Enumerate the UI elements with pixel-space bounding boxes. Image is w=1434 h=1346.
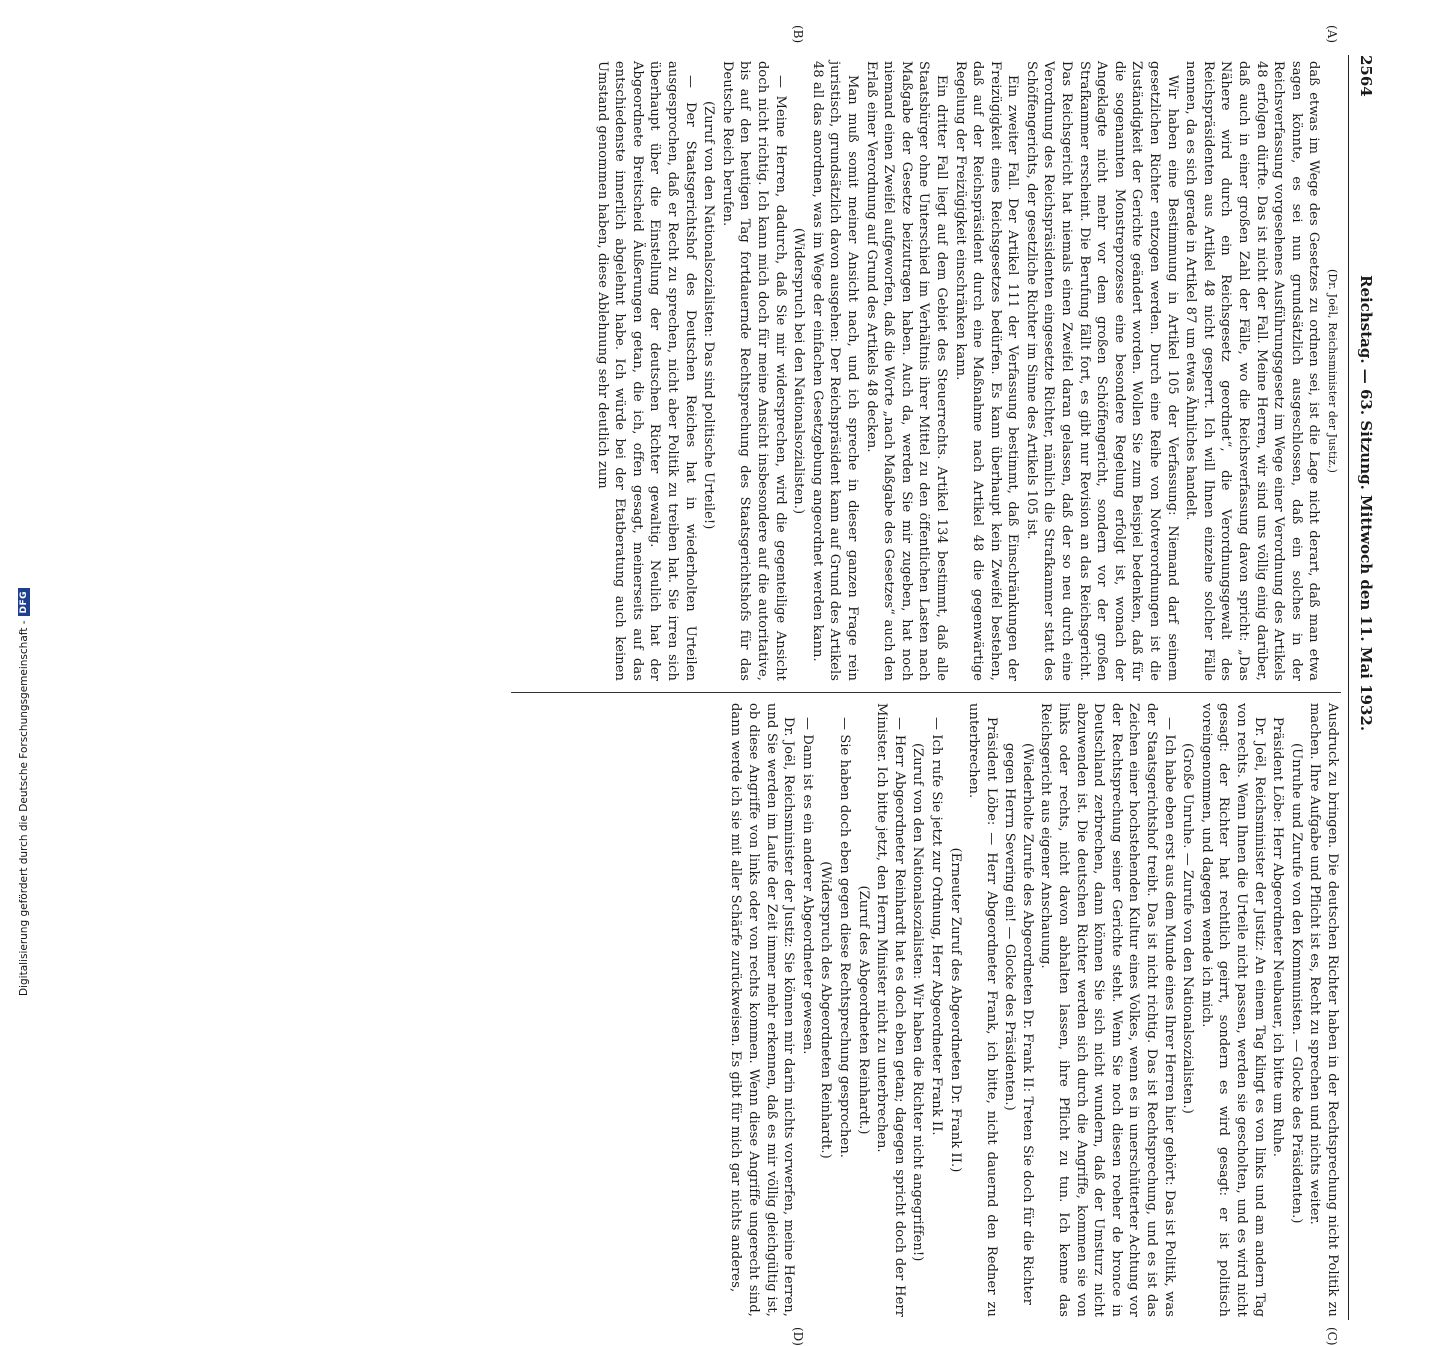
interjection: (Zuruf des Abgeordneten Reinhardt.) [855, 885, 871, 1135]
paragraph: Man muß somit meiner Ansicht nach, und ich spreche in dieser ganzen Frage rein juristisch, grundsätzlich davon ausgehen: Der Reichspräsident kann auf Grund des Artikels 48 all das anordnen, was im Wege der einfachen Gesetzgebung angeordnet werden kann. [809, 61, 860, 681]
interjection: (Wiederholte Zurufe des Abgeordneten Dr. Frank II: Treten Sie doch für die Richter gegen Herrn Severing ein! — Glocke des Präsidenten.) [1002, 743, 1035, 1305]
column-divider [511, 692, 1341, 693]
paragraph: Ausdruck zu bringen. Die deutschen Richter haben in der Rechtsprechung nicht Politik zu machen. Ihre Aufgabe und Pflicht ist es, Recht zu sprechen und nichts weiter. [1307, 703, 1340, 1317]
left-column [592, 61, 1341, 681]
paragraph: — Sie haben doch eben gegen diese Rechtsprechung gesprochen. [836, 717, 852, 1159]
running-title: Reichstag. — 63. Sitzung. Mittwoch den 11. Mai 1932. [1357, 275, 1375, 732]
paragraph: — Der Staatsgerichtshof des Deutschen Reiches hat in wiederholten Urteilen ausgesprochen, daß er Recht zu sprechen, nicht aber Politik zu treiben hat. Sie irren sich überhaupt über die Einstellung der deutschen Richter gewaltig. Neulich hat der Abgeordnete Breitscheid Äußerungen getan, die ich, offen gesagt, meinerseits auf das entschiedenste innerlich abgelehnt habe. Ich würde bei der Etatberatung auch keinen Umstand genommen haben, diese Ablehnung sehr deutlich zum [594, 61, 698, 681]
digitization-credit-text: Digitalisierung gefördert durch die Deutsche Forschungsgemeinschaft - [18, 620, 30, 996]
paragraph: Ein dritter Fall liegt auf dem Gebiet des Steuerrechts. Artikel 134 bestimmt, daß alle Staatsbürger ohne Unterschied im Verhältnis ihrer Mittel zu den öffentlichen Lasten nach Maßgabe der Gesetze beizutragen haben. Auch da, werden Sie mir zugeben, hat noch niemand einen Zweifel aufgeworfen, daß die Worte „nach Maßgabe des Gesetzes“ auch den Erlaß einer Verordnung auf Grund des Artikels 48 decken. [863, 61, 949, 681]
digitization-credit [0, 0, 30, 1000]
interjection: (Unruhe und Zurufe von den Kommunisten. — Glocke des Präsidenten.) [1288, 743, 1304, 1224]
paragraph: — Ich habe eben erst aus dem Munde eines Ihrer Herren hier gehört: Das ist Politik, was der Staatsgerichtshof treibt. Das ist nicht richtig. Das ist Rechtsprechung, und es ist das Zeichen einer hochstehenden Kultur eines Volkes, wenn es in unerschütterter Achtung vor der Rechtsprechung seiner Gerichte steht. Wenn Sie noch diesen roeher de bronce in Deutschland zerbrechen, dann können Sie sich nicht wundern, daß der Umsturz nicht abzuwenden ist. Die deutschen Richter werden sich durch die Angriffe, kommen sie von links oder rechts, nicht davon abhalten lassen, ihre Pflicht zu tun. Ich kenne das Reichsgericht aus eigener Anschauung. [1038, 703, 1177, 1317]
paragraph: — Meine Herren, dadurch, daß Sie mir widersprechen, wird die gegenteilige Ansicht doch nicht richtig. Ich kann mich doch für meine Ansicht insbesondere auf die autoritative, bis auf den heutigen Tag fortdauernde Rechtsprechung des Staatsgerichtshofs für das Deutsche Reich berufen. [719, 61, 788, 681]
margin-mark-b: (B) [791, 25, 805, 44]
header-rule [1348, 55, 1349, 1320]
right-column [726, 703, 1341, 1317]
paragraph: daß etwas im Wege des Gesetzes zu ordnen sei, ist die Lage nicht derart, daß man etwa sagen könnte, es sei nun grundsätzlich ausgeschlossen, daß ein solches in der Reichsverfassung vorgesehenes Ausführungsgesetz im Wege einer Verordnung des Artikels 48 erfolgen dürfte. Das ist nicht der Fall. Meine Herren, wir sind uns völlig einig darüber, daß auch in einer großen Zahl der Fälle, wo die Reichsverfassung davon spricht: „Das Nähere wird durch ein Reichsgesetz geordnet“, die Verordnungsgewalt des Reichspräsidenten aus Artikel 48 nicht gesperrt. Ich will Ihnen einzelne solcher Fälle nennen, da es sich gerade in Artikel 87 um etwas Ähnliches handelt. [1183, 61, 1322, 681]
paragraph: — Herr Abgeordneter Reinhardt hat es doch eben getan; dagegen spricht doch der Herr Minister. Ich bitte jetzt, den Herrn Minister nicht zu unterbrechen. [874, 703, 907, 1317]
interjection: (Zuruf von den Nationalsozialisten: Wir haben die Richter nicht angegriffen!) [910, 743, 926, 1262]
speaker-paragraph: Dr. Joël, Reichsminister der Justiz: Sie können mir darin nichts vorwerfen, meine Herren, und Sie werden im Laufe der Zeit immer mehr erkennen, daß es mir völlig gleichgültig ist, ob diese Angriffe von links oder von rechts kommen. Wenn diese Angriffe ungerecht sind, dann werde ich sie mit aller Schärfe zurückweisen. Es gibt für mich gar nichts anderes, [728, 703, 797, 1317]
dfg-logo: DFG [18, 588, 30, 617]
speaker-paragraph: Dr. Joël, Reichsminister der Justiz: An einem Tag klingt es von links und am andern Tag von rechts. Wenn Ihnen die Urteile nicht passen, werden sie gescholten, und es wird nicht gesagt: der Richter hat rechtlich geirrt, sondern es wird gesagt: er ist politisch voreingenommen, und dagegen wende ich mich. [1198, 703, 1267, 1317]
paragraph: — Dann ist es ein anderer Abgeordneter gewesen. [799, 717, 815, 1055]
scanned-page [110, 25, 1375, 1346]
page-number: 2564 [1357, 55, 1375, 97]
interjection: (Große Unruhe. — Zurufe von den Nationalsozialisten.) [1180, 743, 1196, 1114]
interjection: (Widerspruch des Abgeordneten Reinhardt.) [818, 861, 834, 1159]
interjection: (Widerspruch bei den Nationalsozialisten.) [791, 227, 807, 515]
speaker-continuation: (Dr. Joël, Reichsminister der Justiz.) [1326, 268, 1339, 474]
page-header [1349, 55, 1375, 1320]
speaker-paragraph: Präsident Löbe: Herr Abgeordneter Neubauer, ich bitte um Ruhe. [1270, 717, 1286, 1157]
paragraph: Wir haben eine Bestimmung in Artikel 105 der Verfassung: Niemand darf seinem gesetzlichen Richter entzogen werden. Durch eine Reihe von Notverordnungen ist die Zuständigkeit der Gerichte geändert worden. Wollen Sie zum Beispiel bedenken, daß für die sogenannten Monstreprozesse eine besondere Regelung erfolgt ist, wonach der Angeklagte nicht mehr vor dem großen Schöffengericht, sondern vor der großen Strafkammer erscheint. Die Berufung fällt fort, es gibt nur Revision an das Reichsgericht. Das Reichsgericht hat niemals einen Zweifel daran gelassen, daß der so neu durch eine Verordnung des Reichspräsidenten eingesetzte Richter, nämlich die Strafkammer statt des Schöffengerichts, der gesetzliche Richter im Sinne des Artikels 105 ist. [1023, 61, 1180, 681]
margin-mark-d: (D) [791, 1327, 805, 1346]
interjection: (Erneuter Zuruf des Abgeordneten Dr. Frank II.) [947, 847, 963, 1173]
speaker-paragraph: Präsident Löbe: — Herr Abgeordneter Frank, ich bitte, nicht dauernd den Redner zu unterbrechen. [966, 703, 999, 1317]
margin-mark-a: (A) [1325, 25, 1339, 44]
margin-mark-c: (C) [1325, 1327, 1339, 1346]
paragraph: Ein zweiter Fall. Der Artikel 111 der Verfassung bestimmt, daß Einschränkungen der Freizügigkeit eines Reichsgesetzes bedürfen. Es kann überhaupt kein Zweifel bestehen, daß auf der Reichspräsident durch eine Maßnahme nach Artikel 48 die gegenwärtige Regelung der Freizügigkeit einschränken kann. [952, 61, 1021, 681]
interjection: (Zuruf von den Nationalsozialisten: Das sind politische Urteile!) [701, 101, 717, 530]
paragraph: — Ich rufe Sie jetzt zur Ordnung, Herr Abgeordneter Frank II. [928, 717, 944, 1136]
